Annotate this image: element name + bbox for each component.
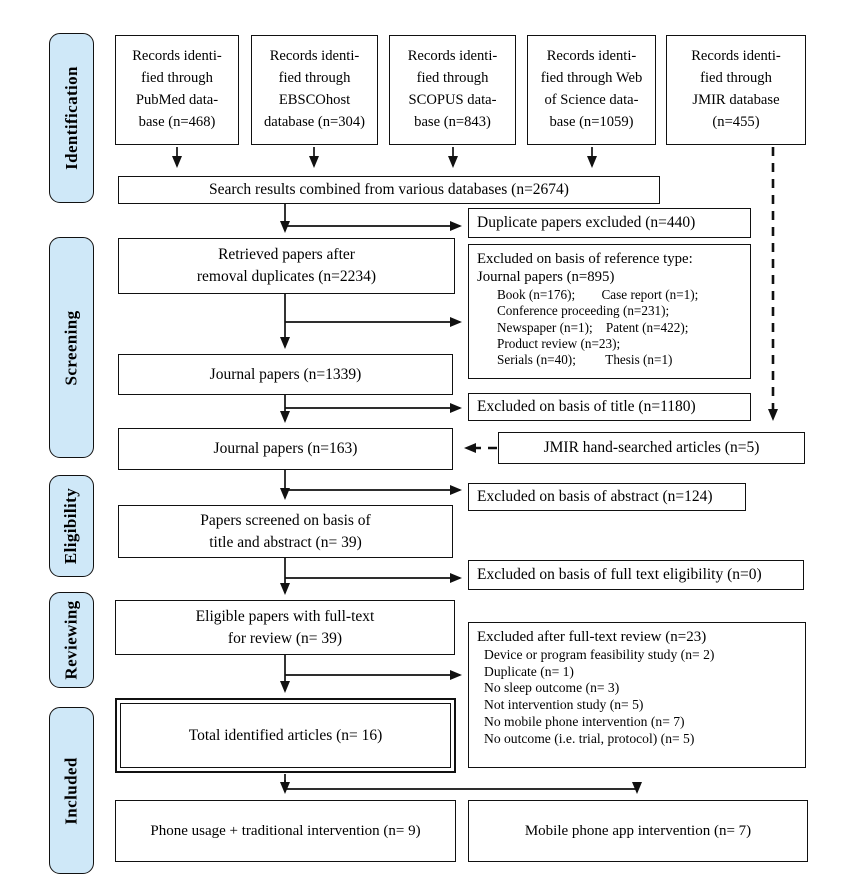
source-box-jmir — [666, 35, 806, 145]
box-text-line: fied through — [416, 70, 489, 87]
box-text-line: fied through — [278, 70, 351, 87]
box-text-line: removal duplicates (n=2234) — [196, 268, 377, 285]
box-text-line: JMIR database — [692, 92, 780, 108]
combined-results-box — [118, 176, 660, 204]
box-text-line: fied through Web — [540, 70, 643, 87]
box-text-line: base (n=1059) — [549, 113, 634, 130]
stage-eligibility-label: Eligibility — [61, 487, 81, 565]
stage-identification-label: Identification — [61, 66, 81, 170]
eligible-papers-box — [115, 600, 455, 655]
box-text-line: title and abstract (n= 39) — [209, 533, 362, 551]
box-text-line: base (n=468) — [138, 113, 216, 130]
source-box-web-of-science — [527, 35, 656, 145]
retrieved-papers-box — [118, 238, 455, 294]
mobile-app-box — [468, 800, 808, 862]
box-text-line: database (n=304) — [263, 113, 366, 130]
box-text-line: Retrieved papers after — [218, 246, 355, 264]
stage-eligibility — [49, 475, 94, 577]
excluded-abstract-box — [468, 483, 746, 511]
source-box-ebscohost — [251, 35, 378, 145]
box-text-line: Conference proceeding (n=231); — [497, 303, 670, 319]
papers-screened-box — [118, 505, 453, 558]
box-text-line: No sleep outcome (n= 3) — [484, 680, 620, 696]
box-text-line: Duplicate papers excluded (n=440) — [477, 214, 696, 232]
excluded-fulltext-review-box — [468, 622, 806, 768]
box-text-line: Eligible papers with full-text — [195, 607, 375, 625]
box-text-line: Journal papers (n=163) — [213, 440, 358, 458]
box-text-line: Papers screened on basis of — [200, 511, 371, 529]
box-text-line: Newspaper (n=1); Patent (n=422); — [497, 319, 689, 335]
box-text-line: EBSCOhost — [278, 92, 351, 108]
box-text-line: fied through — [141, 70, 213, 87]
box-text-line: Journal papers (n=1339) — [209, 365, 362, 383]
box-text-line: fied through — [700, 70, 772, 87]
phone-traditional-box — [115, 800, 456, 862]
box-text-line: Book (n=176); Case report (n=1); — [497, 286, 699, 302]
excluded-title-box — [468, 393, 751, 421]
box-text-line: Product review (n=23); — [497, 336, 621, 352]
box-text-line: No outcome (i.e. trial, protocol) (n= 5) — [484, 730, 695, 746]
box-text-line: base (n=843) — [414, 113, 491, 130]
excluded-fulltext-eligibility-box — [468, 560, 804, 590]
stage-screening-label: Screening — [61, 309, 81, 386]
journal-papers-163-box — [118, 428, 453, 470]
stage-reviewing — [49, 592, 94, 688]
box-text-line: Excluded on basis of title (n=1180) — [477, 398, 696, 416]
box-text-line: Search results combined from various databases (n=2674) — [209, 181, 569, 199]
box-text-line: Mobile phone app intervention (n= 7) — [524, 822, 752, 839]
box-text-line: Duplicate (n= 1) — [484, 663, 574, 679]
source-box-scopus — [389, 35, 516, 145]
stage-included — [49, 707, 94, 874]
box-text-line: PubMed data- — [135, 92, 219, 108]
excluded-reference-type-box — [468, 244, 751, 379]
box-text-line: Not intervention study (n= 5) — [484, 697, 644, 713]
box-text-line: Excluded on basis of full text eligibility (n=0) — [477, 566, 762, 584]
box-text-line: Journal papers (n=895) — [477, 269, 615, 286]
box-text-line: JMIR hand-searched articles (n=5) — [543, 439, 760, 457]
box-text-line: Excluded after full-text review (n=23) — [477, 629, 707, 645]
box-text-line: SCOPUS data- — [408, 92, 497, 108]
box-text-line: Serials (n=40); Thesis (n=1) — [497, 352, 673, 368]
box-text-line: Excluded on basis of reference type: — [477, 251, 693, 267]
source-box-pubmed — [115, 35, 239, 145]
box-text-line: Records identi- — [546, 48, 637, 65]
stage-screening — [49, 237, 94, 458]
box-text-line: Excluded on basis of abstract (n=124) — [477, 488, 713, 506]
connector-total-split — [285, 774, 637, 789]
stage-identification — [49, 33, 94, 203]
total-identified-box — [115, 698, 456, 773]
total-identified-inner-border — [120, 703, 451, 768]
box-text-line: Records identi- — [691, 48, 781, 65]
box-text-line: Phone usage + traditional intervention (n= 9) — [150, 822, 421, 839]
journal-papers-1339-box — [118, 354, 453, 395]
excluded-duplicates-box — [468, 208, 751, 238]
box-text-line: No mobile phone intervention (n= 7) — [484, 714, 685, 730]
box-text-line: Records identi- — [269, 48, 360, 65]
box-text-line: Records identi- — [132, 48, 222, 65]
stage-included-label: Included — [61, 756, 81, 825]
jmir-hand-searched-box — [498, 432, 805, 464]
box-text-line: Device or program feasibility study (n= 2) — [484, 646, 715, 662]
box-text-line: of Science data- — [544, 92, 639, 108]
stage-reviewing-label: Reviewing — [61, 600, 81, 680]
box-text-line: (n=455) — [712, 113, 760, 130]
box-text-line: for review (n= 39) — [227, 629, 343, 647]
box-text-line: Total identified articles (n= 16) — [188, 726, 383, 744]
box-text-line: Records identi- — [407, 48, 498, 65]
